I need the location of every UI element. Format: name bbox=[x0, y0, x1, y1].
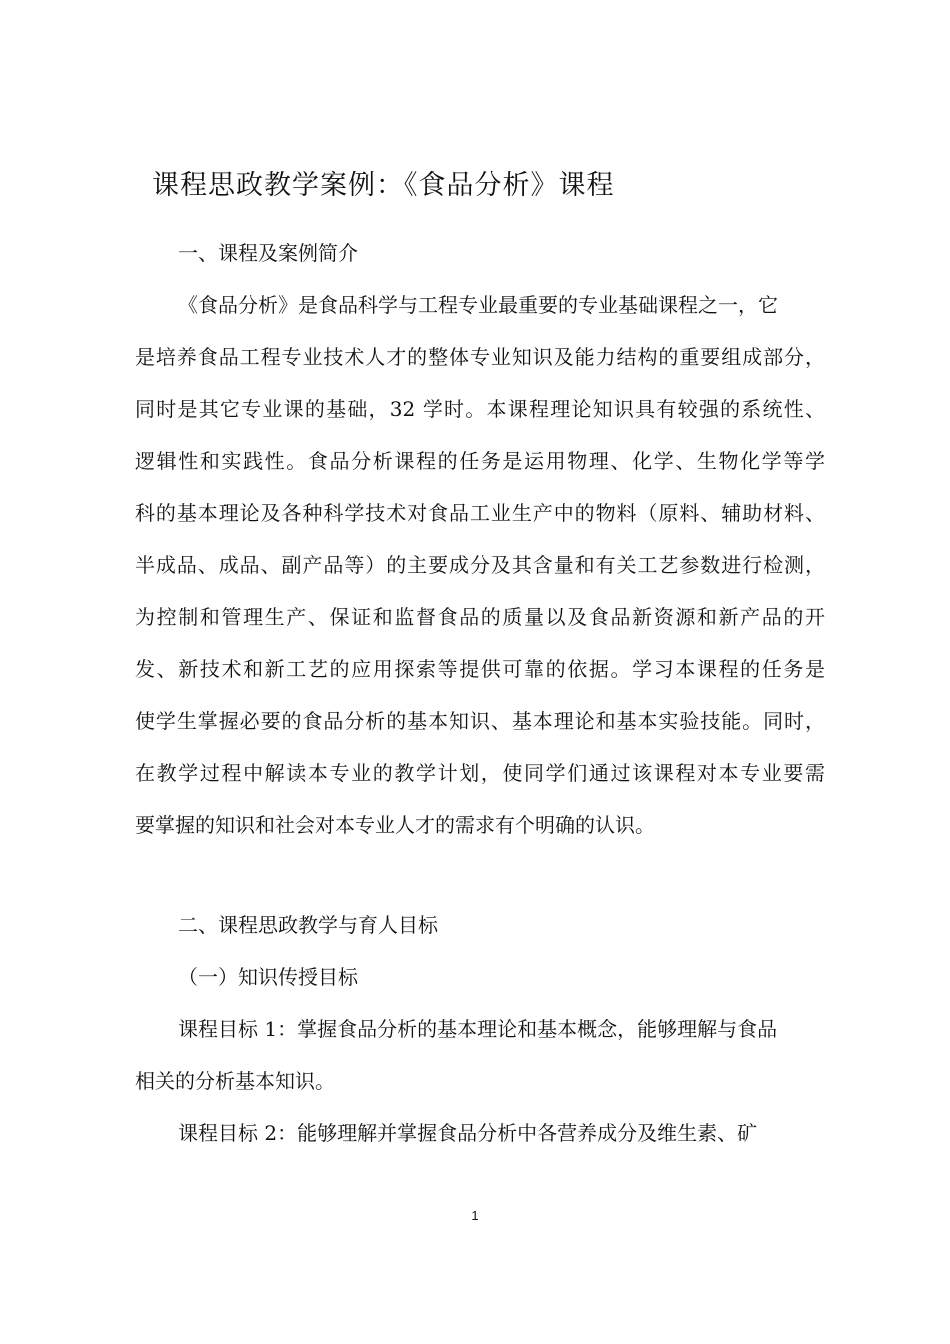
paragraph-line: 相关的分析基本知识。 bbox=[135, 1069, 335, 1093]
paragraph-line: 发、新技术和新工艺的应用探索等提供可靠的依据。学习本课程的任务是 bbox=[135, 657, 825, 681]
paragraph-line: 是培养食品工程专业技术人才的整体专业知识及能力结构的重要组成部分， bbox=[135, 345, 825, 369]
paragraph-line: 半成品、成品、副产品等）的主要成分及其含量和有关工艺参数进行检测， bbox=[135, 553, 825, 577]
paragraph-line: 要掌握的知识和社会对本专业人才的需求有个明确的认识。 bbox=[135, 813, 655, 837]
paragraph-line: 同时是其它专业课的基础，32 学时。本课程理论知识具有较强的系统性、 bbox=[135, 397, 825, 421]
paragraph-line: 《食品分析》是食品科学与工程专业最重要的专业基础课程之一，它 bbox=[178, 293, 778, 317]
subsection-heading-knowledge: （一）知识传授目标 bbox=[178, 965, 358, 989]
document-title: 课程思政教学案例：《食品分析》课程 bbox=[152, 170, 615, 201]
section-heading-goals: 二、课程思政教学与育人目标 bbox=[178, 913, 438, 937]
paragraph-line: 为控制和管理生产、保证和监督食品的质量以及食品新资源和新产品的开 bbox=[135, 605, 825, 629]
page-number: 1 bbox=[471, 1208, 479, 1223]
paragraph-line: 在教学过程中解读本专业的教学计划，使同学们通过该课程对本专业要需 bbox=[135, 761, 825, 785]
section-heading-intro: 一、课程及案例简介 bbox=[178, 241, 358, 265]
paragraph-line: 科的基本理论及各种科学技术对食品工业生产中的物料（原料、辅助材料、 bbox=[135, 501, 825, 525]
paragraph-line: 逻辑性和实践性。食品分析课程的任务是运用物理、化学、生物化学等学 bbox=[135, 449, 825, 473]
paragraph-line: 使学生掌握必要的食品分析的基本知识、基本理论和基本实验技能。同时， bbox=[135, 709, 825, 733]
paragraph-line: 课程目标 2：能够理解并掌握食品分析中各营养成分及维生素、矿 bbox=[178, 1121, 758, 1145]
paragraph-line: 课程目标 1：掌握食品分析的基本理论和基本概念，能够理解与食品 bbox=[178, 1017, 778, 1041]
